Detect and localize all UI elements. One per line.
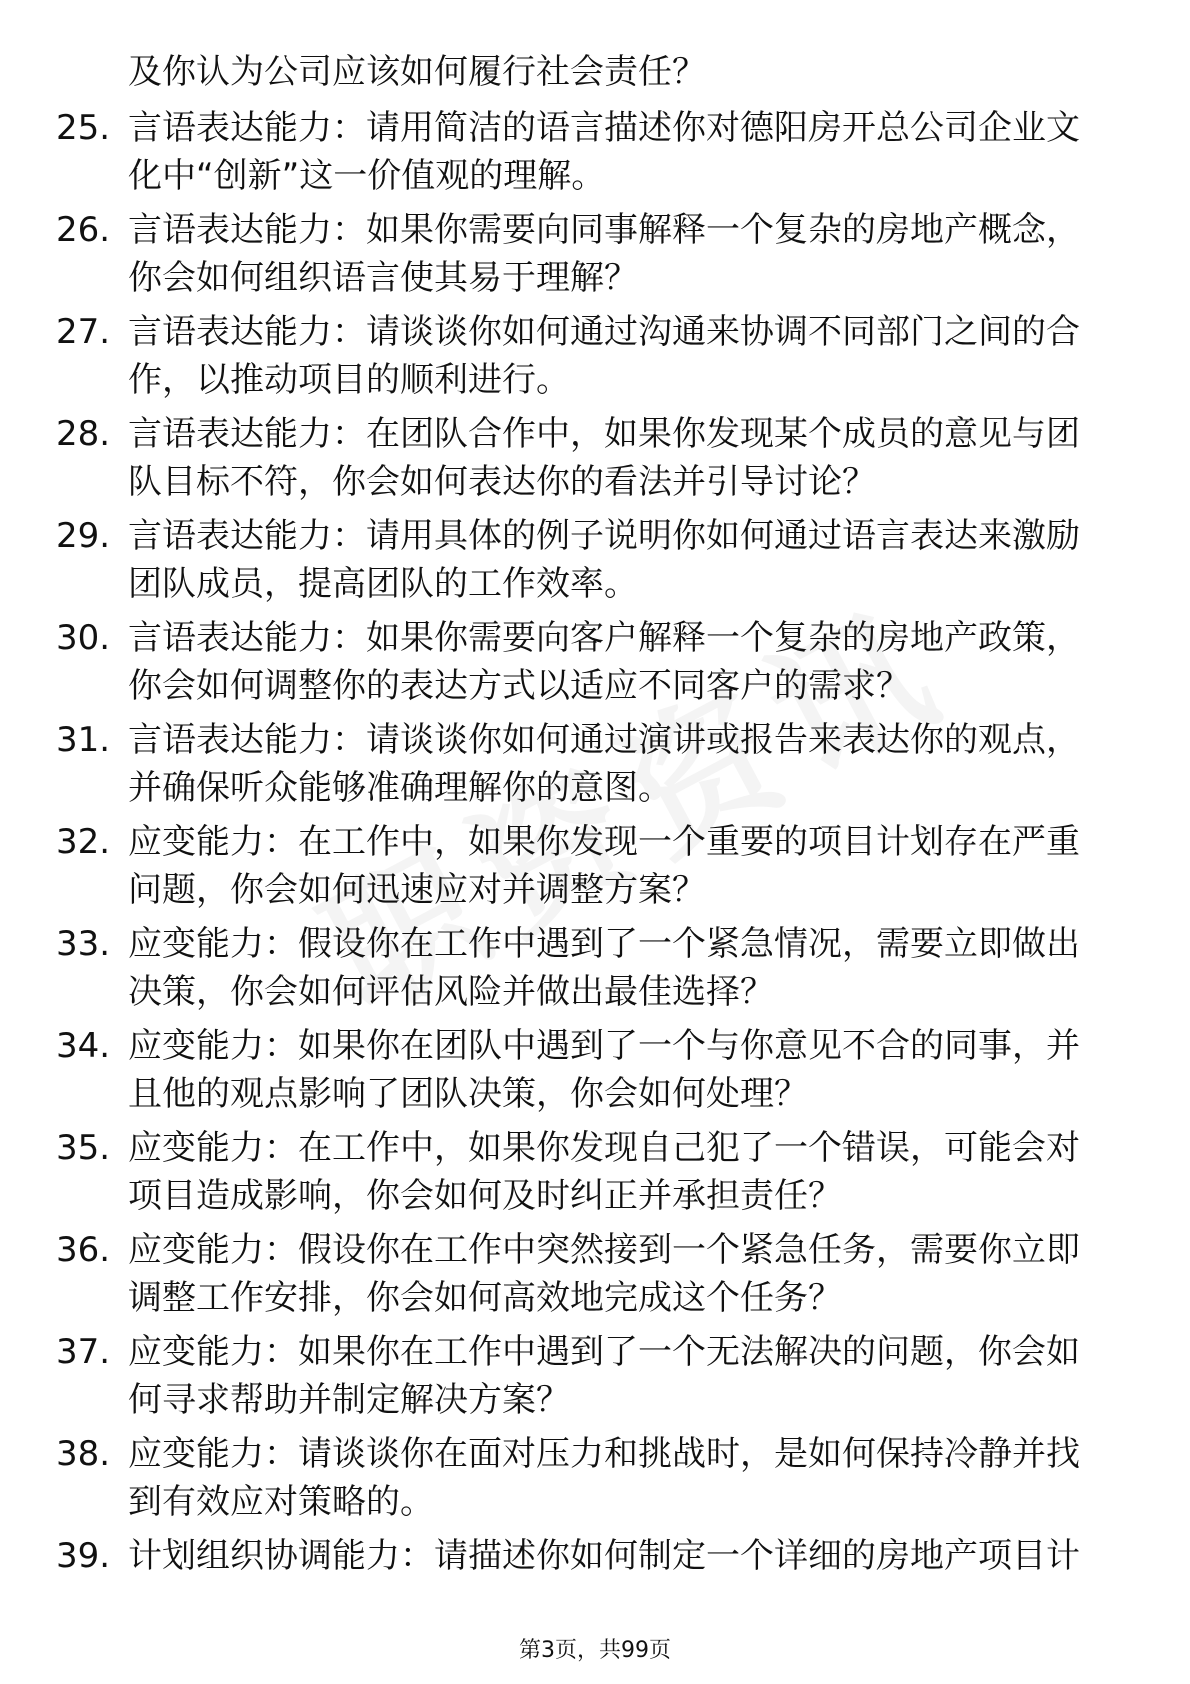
question-number: 25. [56,108,111,148]
question-number: 28. [56,414,111,454]
question-item [0,206,1190,308]
question-item [0,1532,1190,1588]
question-text: 言语表达能力：请用简洁的语言描述你对德阳房开总公司企业文化中“创新”这一价值观的理解。 [128,108,1080,196]
question-item [0,614,1190,716]
question-text: 应变能力：在工作中，如果你发现自己犯了一个错误，可能会对项目造成影响，你会如何及时纠正并承担责任？ [128,1128,1080,1216]
question-text: 言语表达能力：如果你需要向客户解释一个复杂的房地产政策，你会如何调整你的表达方式以适应不同客户的需求？ [128,618,1080,706]
question-text: 应变能力：在工作中，如果你发现一个重要的项目计划存在严重问题，你会如何迅速应对并调整方案？ [128,822,1080,910]
question-item [0,1226,1190,1328]
question-number: 39. [56,1536,111,1576]
question-number: 27. [56,312,111,352]
page-footer: 第3页，共99页 [519,1638,671,1663]
question-item [0,512,1190,614]
question-text: 应变能力：假设你在工作中突然接到一个紧急任务，需要你立即调整工作安排，你会如何高效地完成这个任务？ [128,1230,1080,1318]
question-number: 36. [56,1230,111,1270]
question-number: 38. [56,1434,111,1474]
question-text: 言语表达能力：请谈谈你如何通过沟通来协调不同部门之间的合作，以推动项目的顺利进行。 [128,312,1080,400]
question-item [0,716,1190,818]
question-text: 应变能力：假设你在工作中遇到了一个紧急情况，需要立即做出决策，你会如何评估风险并做出最佳选择？ [128,924,1080,1012]
question-item [0,818,1190,920]
question-item [0,920,1190,1022]
continuation-text: 及你认为公司应该如何履行社会责任？ [128,52,706,92]
question-number: 34. [56,1026,111,1066]
question-number: 35. [56,1128,111,1168]
question-text: 应变能力：如果你在团队中遇到了一个与你意见不合的同事，并且他的观点影响了团队决策，你会如何处理？ [128,1026,1080,1114]
question-number: 29. [56,516,111,556]
question-number: 37. [56,1332,111,1372]
question-number: 33. [56,924,111,964]
question-number: 30. [56,618,111,658]
question-item [0,410,1190,512]
question-item [0,1430,1190,1532]
question-text: 言语表达能力：如果你需要向同事解释一个复杂的房地产概念，你会如何组织语言使其易于理解？ [128,210,1080,298]
question-item [0,308,1190,410]
question-item [0,104,1190,206]
question-text: 言语表达能力：在团队合作中，如果你发现某个成员的意见与团队目标不符，你会如何表达你的看法并引导讨论？ [128,414,1080,502]
question-text: 应变能力：如果你在工作中遇到了一个无法解决的问题，你会如何寻求帮助并制定解决方案？ [128,1332,1080,1420]
question-number: 31. [56,720,111,760]
question-item [0,1124,1190,1226]
question-item [0,1022,1190,1124]
question-item [0,1328,1190,1430]
question-number: 26. [56,210,111,250]
question-text: 言语表达能力：请谈谈你如何通过演讲或报告来表达你的观点，并确保听众能够准确理解你的意图。 [128,720,1080,808]
question-text: 应变能力：请谈谈你在面对压力和挑战时，是如何保持冷静并找到有效应对策略的。 [128,1434,1080,1522]
question-number: 32. [56,822,111,862]
question-list [0,104,1190,1588]
question-text: 计划组织协调能力：请描述你如何制定一个详细的房地产项目计 [128,1536,1080,1576]
question-text: 言语表达能力：请用具体的例子说明你如何通过语言表达来激励团队成员，提高团队的工作效率。 [128,516,1080,604]
